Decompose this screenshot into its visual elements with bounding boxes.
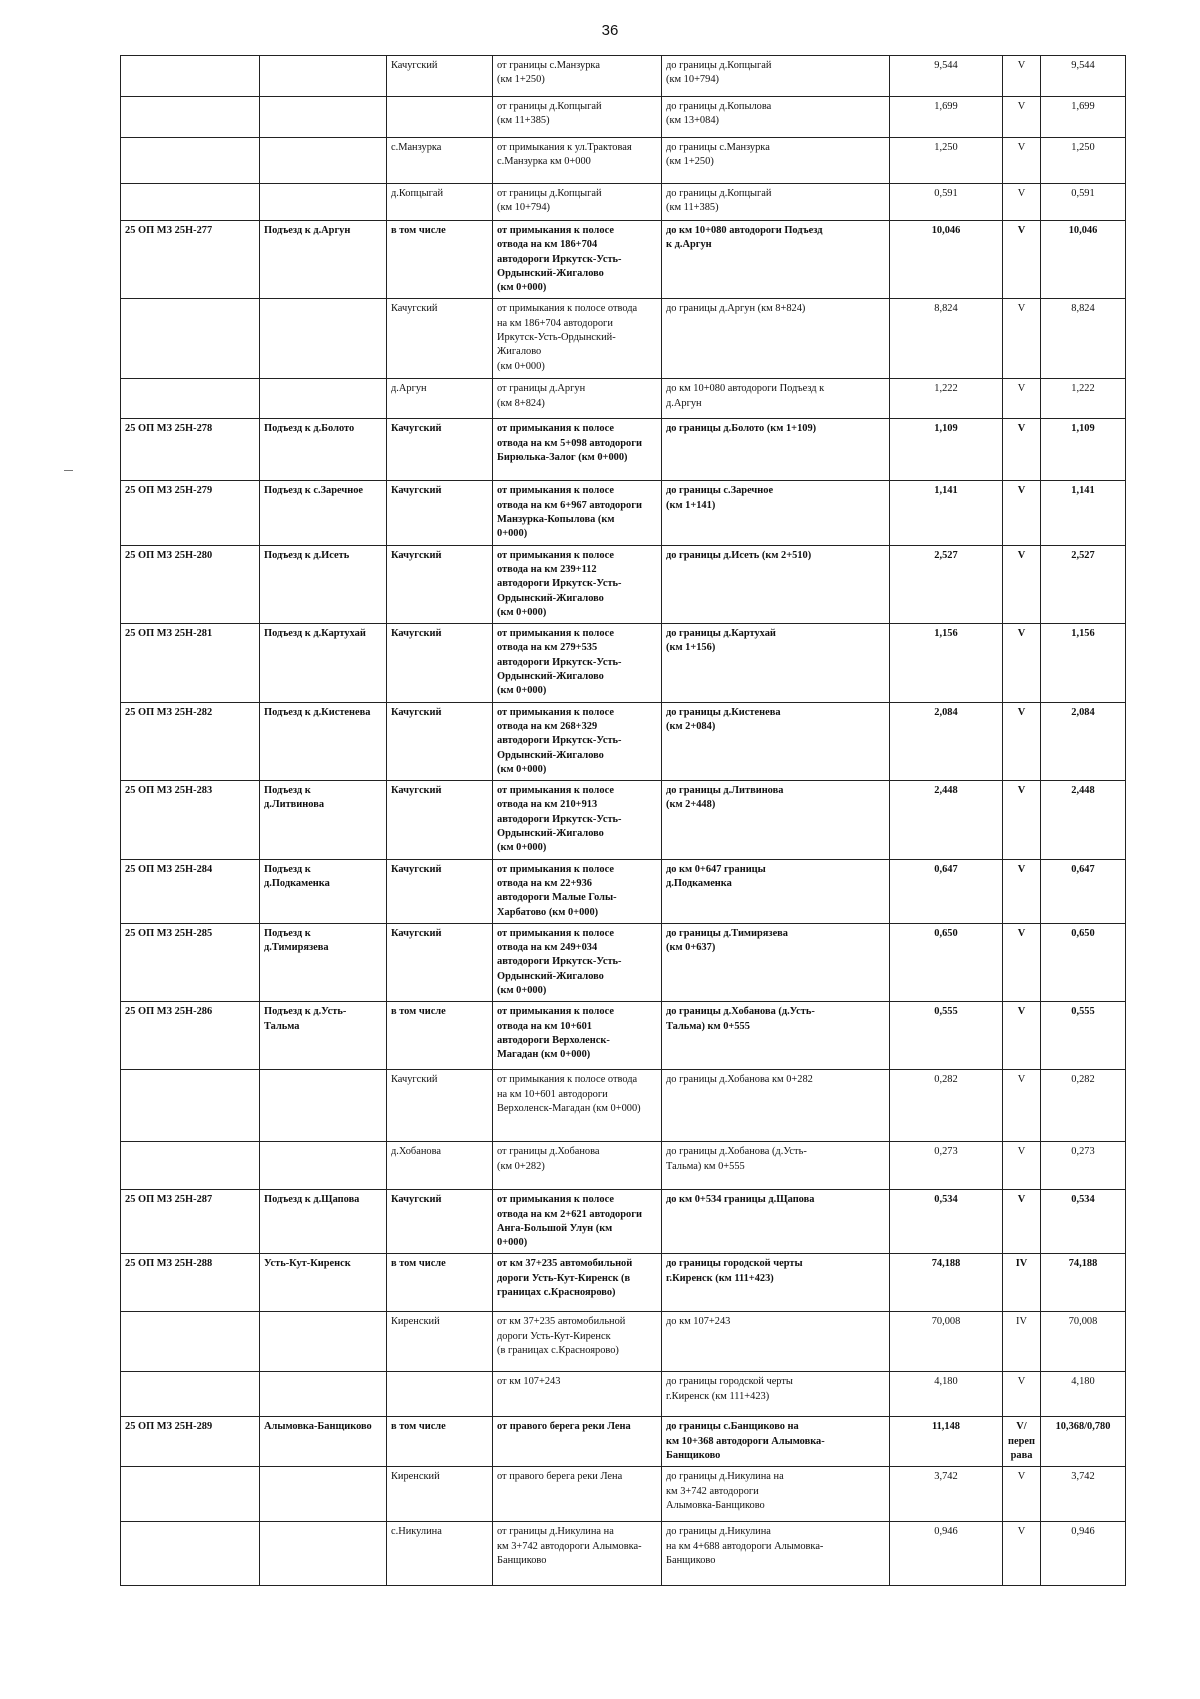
segment-start-cell: от границы д.Аргун (км 8+824) — [493, 379, 662, 419]
segment-end-cell: до км 10+080 автодороги Подъезд к д.Аргун — [662, 221, 890, 299]
segment-end-cell: до границы д.Картухай (км 1+156) — [662, 624, 890, 702]
length-total-cell: 1,109 — [890, 419, 1003, 481]
road-name-cell: Подъезд к д.Исеть — [260, 545, 387, 623]
district-cell — [387, 1372, 493, 1417]
table-row — [121, 184, 1126, 221]
segment-end-cell: до км 107+243 — [662, 1312, 890, 1372]
road-name-cell: Подъезд к д.Картухай — [260, 624, 387, 702]
road-name-cell: Алымовка-Банщиково — [260, 1417, 387, 1467]
segment-start-cell: от примыкания к полосе отвода на км 6+967 автодороги Манзурка-Копылова (км 0+000) — [493, 481, 662, 545]
segment-end-cell: до границы д.Кистенева (км 2+084) — [662, 702, 890, 780]
segment-start-cell: от примыкания к полосе отвода на км 5+098 автодороги Бирюлька-Залог (км 0+000) — [493, 419, 662, 481]
length-total-cell: 0,591 — [890, 184, 1003, 221]
road-code-cell — [121, 1372, 260, 1417]
road-category-cell: V — [1003, 1190, 1041, 1254]
segment-end-cell: до границы д.Хобанова (д.Усть- Тальма) км 0+555 — [662, 1002, 890, 1070]
road-name-cell: Подъезд к с.Заречное — [260, 481, 387, 545]
district-cell: Качугский — [387, 1070, 493, 1142]
roads-table — [120, 55, 1126, 1586]
road-code-cell — [121, 1522, 260, 1586]
segment-end-cell: до границы д.Никулина на км 4+688 автодороги Алымовка- Банщиково — [662, 1522, 890, 1586]
road-code-cell: 25 ОП МЗ 25Н-288 — [121, 1254, 260, 1312]
table-row — [121, 1190, 1126, 1254]
road-name-cell: Подъезд к д.Аргун — [260, 221, 387, 299]
district-cell — [387, 97, 493, 138]
scan-mark — [64, 470, 73, 471]
road-category-cell: V — [1003, 1522, 1041, 1586]
table-row — [121, 1467, 1126, 1522]
segment-start-cell: от примыкания к ул.Трактовая с.Манзурка км 0+000 — [493, 138, 662, 184]
road-code-cell: 25 ОП МЗ 25Н-279 — [121, 481, 260, 545]
road-category-cell: V — [1003, 221, 1041, 299]
road-category-cell: V — [1003, 379, 1041, 419]
length-by-category-cell: 10,046 — [1041, 221, 1126, 299]
segment-start-cell: от примыкания к полосе отвода на км 239+112 автодороги Иркутск-Усть- Ордынский-Жигалово (км 0+000) — [493, 545, 662, 623]
segment-start-cell: от правого берега реки Лена — [493, 1467, 662, 1522]
table-row — [121, 1002, 1126, 1070]
length-total-cell: 2,084 — [890, 702, 1003, 780]
length-total-cell: 11,148 — [890, 1417, 1003, 1467]
segment-end-cell: до границы с.Манзурка (км 1+250) — [662, 138, 890, 184]
district-cell: Качугский — [387, 859, 493, 923]
road-category-cell: V — [1003, 184, 1041, 221]
road-category-cell: IV — [1003, 1312, 1041, 1372]
length-by-category-cell: 70,008 — [1041, 1312, 1126, 1372]
road-code-cell — [121, 97, 260, 138]
table-row — [121, 379, 1126, 419]
length-total-cell: 1,699 — [890, 97, 1003, 138]
segment-start-cell: от примыкания к полосе отвода на км 10+601 автодороги Верхоленск- Магадан (км 0+000) — [493, 1002, 662, 1070]
road-name-cell: Подъезд к д.Болото — [260, 419, 387, 481]
roads-table-body — [121, 56, 1126, 1586]
length-by-category-cell: 1,699 — [1041, 97, 1126, 138]
district-cell: д.Копцыгай — [387, 184, 493, 221]
segment-end-cell: до км 0+647 границы д.Подкаменка — [662, 859, 890, 923]
road-category-cell: V — [1003, 859, 1041, 923]
length-total-cell: 74,188 — [890, 1254, 1003, 1312]
segment-start-cell: от границы д.Хобанова (км 0+282) — [493, 1142, 662, 1190]
table-row — [121, 56, 1126, 97]
road-name-cell — [260, 299, 387, 379]
road-name-cell — [260, 379, 387, 419]
length-by-category-cell: 0,591 — [1041, 184, 1126, 221]
district-cell: Качугский — [387, 1190, 493, 1254]
district-cell: в том числе — [387, 221, 493, 299]
length-total-cell: 0,647 — [890, 859, 1003, 923]
table-row — [121, 1372, 1126, 1417]
length-by-category-cell: 1,156 — [1041, 624, 1126, 702]
road-category-cell: V — [1003, 138, 1041, 184]
district-cell: Киренский — [387, 1312, 493, 1372]
district-cell: Качугский — [387, 56, 493, 97]
segment-start-cell: от км 37+235 автомобильной дороги Усть-Кут-Киренск (в границах с.Красноярово) — [493, 1254, 662, 1312]
segment-end-cell: до границы д.Литвинова (км 2+448) — [662, 781, 890, 859]
road-category-cell: V — [1003, 481, 1041, 545]
length-by-category-cell: 0,534 — [1041, 1190, 1126, 1254]
road-name-cell — [260, 56, 387, 97]
segment-start-cell: от границы д.Никулина на км 3+742 автодороги Алымовка- Банщиково — [493, 1522, 662, 1586]
table-row — [121, 1312, 1126, 1372]
segment-end-cell: до границы с.Заречное (км 1+141) — [662, 481, 890, 545]
road-code-cell: 25 ОП МЗ 25Н-282 — [121, 702, 260, 780]
segment-end-cell: до границы с.Банщиково на км 10+368 автодороги Алымовка- Банщиково — [662, 1417, 890, 1467]
road-code-cell: 25 ОП МЗ 25Н-281 — [121, 624, 260, 702]
road-name-cell — [260, 97, 387, 138]
road-code-cell — [121, 1070, 260, 1142]
segment-end-cell: до границы д.Копцыгай (км 11+385) — [662, 184, 890, 221]
table-row — [121, 859, 1126, 923]
length-by-category-cell: 2,448 — [1041, 781, 1126, 859]
road-category-cell: V — [1003, 702, 1041, 780]
segment-start-cell: от примыкания к полосе отвода на км 22+936 автодороги Малые Голы- Харбатово (км 0+000) — [493, 859, 662, 923]
length-total-cell: 1,156 — [890, 624, 1003, 702]
segment-start-cell: от примыкания к полосе отвода на км 210+913 автодороги Иркутск-Усть- Ордынский-Жигалово (км 0+000) — [493, 781, 662, 859]
length-by-category-cell: 74,188 — [1041, 1254, 1126, 1312]
table-row — [121, 702, 1126, 780]
length-by-category-cell: 2,084 — [1041, 702, 1126, 780]
length-total-cell: 2,527 — [890, 545, 1003, 623]
road-name-cell — [260, 1467, 387, 1522]
road-code-cell — [121, 299, 260, 379]
district-cell: Качугский — [387, 545, 493, 623]
length-by-category-cell: 1,141 — [1041, 481, 1126, 545]
segment-end-cell: до границы д.Болото (км 1+109) — [662, 419, 890, 481]
road-category-cell: V — [1003, 624, 1041, 702]
length-total-cell: 9,544 — [890, 56, 1003, 97]
segment-end-cell: до км 10+080 автодороги Подъезд к д.Аргун — [662, 379, 890, 419]
district-cell: Качугский — [387, 781, 493, 859]
road-name-cell: Подъезд к д.Тимирязева — [260, 923, 387, 1001]
segment-end-cell: до границы д.Никулина на км 3+742 автодороги Алымовка-Банщиково — [662, 1467, 890, 1522]
road-category-cell: V — [1003, 1467, 1041, 1522]
segment-end-cell: до границы д.Копылова (км 13+084) — [662, 97, 890, 138]
length-by-category-cell: 0,555 — [1041, 1002, 1126, 1070]
segment-start-cell: от примыкания к полосе отвода на км 186+704 автодороги Иркутск-Усть-Ордынский- Жигалово (км 0+000) — [493, 299, 662, 379]
length-total-cell: 4,180 — [890, 1372, 1003, 1417]
table-row — [121, 221, 1126, 299]
segment-start-cell: от правого берега реки Лена — [493, 1417, 662, 1467]
road-name-cell — [260, 184, 387, 221]
length-by-category-cell: 0,650 — [1041, 923, 1126, 1001]
road-category-cell: V — [1003, 1372, 1041, 1417]
road-category-cell: V — [1003, 56, 1041, 97]
road-name-cell: Подъезд к д.Щапова — [260, 1190, 387, 1254]
table-row — [121, 545, 1126, 623]
length-by-category-cell: 1,250 — [1041, 138, 1126, 184]
length-total-cell: 0,273 — [890, 1142, 1003, 1190]
road-code-cell — [121, 56, 260, 97]
district-cell: Киренский — [387, 1467, 493, 1522]
table-row — [121, 419, 1126, 481]
length-total-cell: 10,046 — [890, 221, 1003, 299]
length-total-cell: 1,141 — [890, 481, 1003, 545]
length-by-category-cell: 2,527 — [1041, 545, 1126, 623]
length-by-category-cell: 3,742 — [1041, 1467, 1126, 1522]
road-category-cell: V — [1003, 299, 1041, 379]
road-code-cell: 25 ОП МЗ 25Н-287 — [121, 1190, 260, 1254]
table-row — [121, 923, 1126, 1001]
road-code-cell — [121, 138, 260, 184]
table-row — [121, 1070, 1126, 1142]
district-cell: Качугский — [387, 419, 493, 481]
table-row — [121, 138, 1126, 184]
road-name-cell: Подъезд к д.Подкаменка — [260, 859, 387, 923]
length-by-category-cell: 8,824 — [1041, 299, 1126, 379]
length-total-cell: 0,650 — [890, 923, 1003, 1001]
segment-start-cell: от км 107+243 — [493, 1372, 662, 1417]
table-row — [121, 624, 1126, 702]
table-row — [121, 1417, 1126, 1467]
length-total-cell: 0,534 — [890, 1190, 1003, 1254]
table-row — [121, 299, 1126, 379]
segment-end-cell: до границы д.Копцыгай (км 10+794) — [662, 56, 890, 97]
road-code-cell: 25 ОП МЗ 25Н-285 — [121, 923, 260, 1001]
road-code-cell: 25 ОП МЗ 25Н-284 — [121, 859, 260, 923]
road-code-cell: 25 ОП МЗ 25Н-277 — [121, 221, 260, 299]
road-code-cell: 25 ОП МЗ 25Н-280 — [121, 545, 260, 623]
length-total-cell: 0,282 — [890, 1070, 1003, 1142]
district-cell: в том числе — [387, 1002, 493, 1070]
table-row — [121, 97, 1126, 138]
road-code-cell — [121, 379, 260, 419]
table-row — [121, 1142, 1126, 1190]
road-name-cell — [260, 1312, 387, 1372]
table-row — [121, 1522, 1126, 1586]
segment-start-cell: от примыкания к полосе отвода на км 249+034 автодороги Иркутск-Усть- Ордынский-Жигалово (км 0+000) — [493, 923, 662, 1001]
segment-end-cell: до границы д.Хобанова (д.Усть- Тальма) км 0+555 — [662, 1142, 890, 1190]
length-by-category-cell: 0,282 — [1041, 1070, 1126, 1142]
road-name-cell — [260, 1142, 387, 1190]
segment-start-cell: от примыкания к полосе отвода на км 268+329 автодороги Иркутск-Усть- Ордынский-Жигалово (км 0+000) — [493, 702, 662, 780]
length-by-category-cell: 0,946 — [1041, 1522, 1126, 1586]
district-cell: д.Аргун — [387, 379, 493, 419]
table-row — [121, 1254, 1126, 1312]
segment-start-cell: от границы д.Копцыгай (км 10+794) — [493, 184, 662, 221]
road-category-cell: V — [1003, 1002, 1041, 1070]
segment-start-cell: от границы д.Копцыгай (км 11+385) — [493, 97, 662, 138]
segment-start-cell: от примыкания к полосе отвода на км 279+535 автодороги Иркутск-Усть- Ордынский-Жигалово (км 0+000) — [493, 624, 662, 702]
district-cell: Качугский — [387, 624, 493, 702]
district-cell: в том числе — [387, 1417, 493, 1467]
segment-start-cell: от км 37+235 автомобильной дороги Усть-Кут-Киренск (в границах с.Красноярово) — [493, 1312, 662, 1372]
length-by-category-cell: 1,109 — [1041, 419, 1126, 481]
road-name-cell: Подъезд к д.Усть- Тальма — [260, 1002, 387, 1070]
district-cell: с.Манзурка — [387, 138, 493, 184]
road-category-cell: V — [1003, 97, 1041, 138]
table-row — [121, 481, 1126, 545]
road-name-cell — [260, 138, 387, 184]
segment-start-cell: от примыкания к полосе отвода на км 186+704 автодороги Иркутск-Усть- Ордынский-Жигалово (км 0+000) — [493, 221, 662, 299]
length-by-category-cell: 4,180 — [1041, 1372, 1126, 1417]
segment-start-cell: от примыкания к полосе отвода на км 2+621 автодороги Анга-Большой Улун (км 0+000) — [493, 1190, 662, 1254]
road-name-cell — [260, 1070, 387, 1142]
length-by-category-cell: 10,368/0,780 — [1041, 1417, 1126, 1467]
length-by-category-cell: 0,647 — [1041, 859, 1126, 923]
road-name-cell: Подъезд к д.Кистенева — [260, 702, 387, 780]
segment-start-cell: от примыкания к полосе отвода на км 10+601 автодороги Верхоленск-Магадан (км 0+000) — [493, 1070, 662, 1142]
district-cell: Качугский — [387, 299, 493, 379]
table-row — [121, 781, 1126, 859]
length-total-cell: 2,448 — [890, 781, 1003, 859]
road-code-cell: 25 ОП МЗ 25Н-289 — [121, 1417, 260, 1467]
segment-end-cell: до границы д.Тимирязева (км 0+637) — [662, 923, 890, 1001]
road-category-cell: V — [1003, 923, 1041, 1001]
road-code-cell: 25 ОП МЗ 25Н-283 — [121, 781, 260, 859]
length-by-category-cell: 9,544 — [1041, 56, 1126, 97]
road-code-cell — [121, 1467, 260, 1522]
road-category-cell: IV — [1003, 1254, 1041, 1312]
road-code-cell: 25 ОП МЗ 25Н-278 — [121, 419, 260, 481]
road-name-cell: Усть-Кут-Киренск — [260, 1254, 387, 1312]
segment-end-cell: до км 0+534 границы д.Щапова — [662, 1190, 890, 1254]
district-cell: Качугский — [387, 481, 493, 545]
segment-end-cell: до границы городской черты г.Киренск (км 111+423) — [662, 1372, 890, 1417]
length-total-cell: 1,250 — [890, 138, 1003, 184]
road-category-cell: V — [1003, 545, 1041, 623]
road-category-cell: V/переправа — [1003, 1417, 1041, 1467]
district-cell: с.Никулина — [387, 1522, 493, 1586]
road-code-cell — [121, 184, 260, 221]
segment-end-cell: до границы д.Хобанова км 0+282 — [662, 1070, 890, 1142]
length-total-cell: 8,824 — [890, 299, 1003, 379]
length-total-cell: 0,946 — [890, 1522, 1003, 1586]
segment-start-cell: от границы с.Манзурка (км 1+250) — [493, 56, 662, 97]
road-category-cell: V — [1003, 419, 1041, 481]
segment-end-cell: до границы городской черты г.Киренск (км 111+423) — [662, 1254, 890, 1312]
road-name-cell — [260, 1522, 387, 1586]
segment-end-cell: до границы д.Исеть (км 2+510) — [662, 545, 890, 623]
length-by-category-cell: 0,273 — [1041, 1142, 1126, 1190]
district-cell: в том числе — [387, 1254, 493, 1312]
district-cell: Качугский — [387, 923, 493, 1001]
road-code-cell — [121, 1142, 260, 1190]
length-by-category-cell: 1,222 — [1041, 379, 1126, 419]
road-code-cell — [121, 1312, 260, 1372]
segment-end-cell: до границы д.Аргун (км 8+824) — [662, 299, 890, 379]
page-number: 36 — [601, 22, 619, 39]
road-category-cell: V — [1003, 1070, 1041, 1142]
road-name-cell: Подъезд к д.Литвинова — [260, 781, 387, 859]
road-code-cell: 25 ОП МЗ 25Н-286 — [121, 1002, 260, 1070]
road-name-cell — [260, 1372, 387, 1417]
road-category-cell: V — [1003, 781, 1041, 859]
length-total-cell: 3,742 — [890, 1467, 1003, 1522]
length-total-cell: 1,222 — [890, 379, 1003, 419]
length-total-cell: 0,555 — [890, 1002, 1003, 1070]
district-cell: Качугский — [387, 702, 493, 780]
district-cell: д.Хобанова — [387, 1142, 493, 1190]
road-category-cell: V — [1003, 1142, 1041, 1190]
length-total-cell: 70,008 — [890, 1312, 1003, 1372]
